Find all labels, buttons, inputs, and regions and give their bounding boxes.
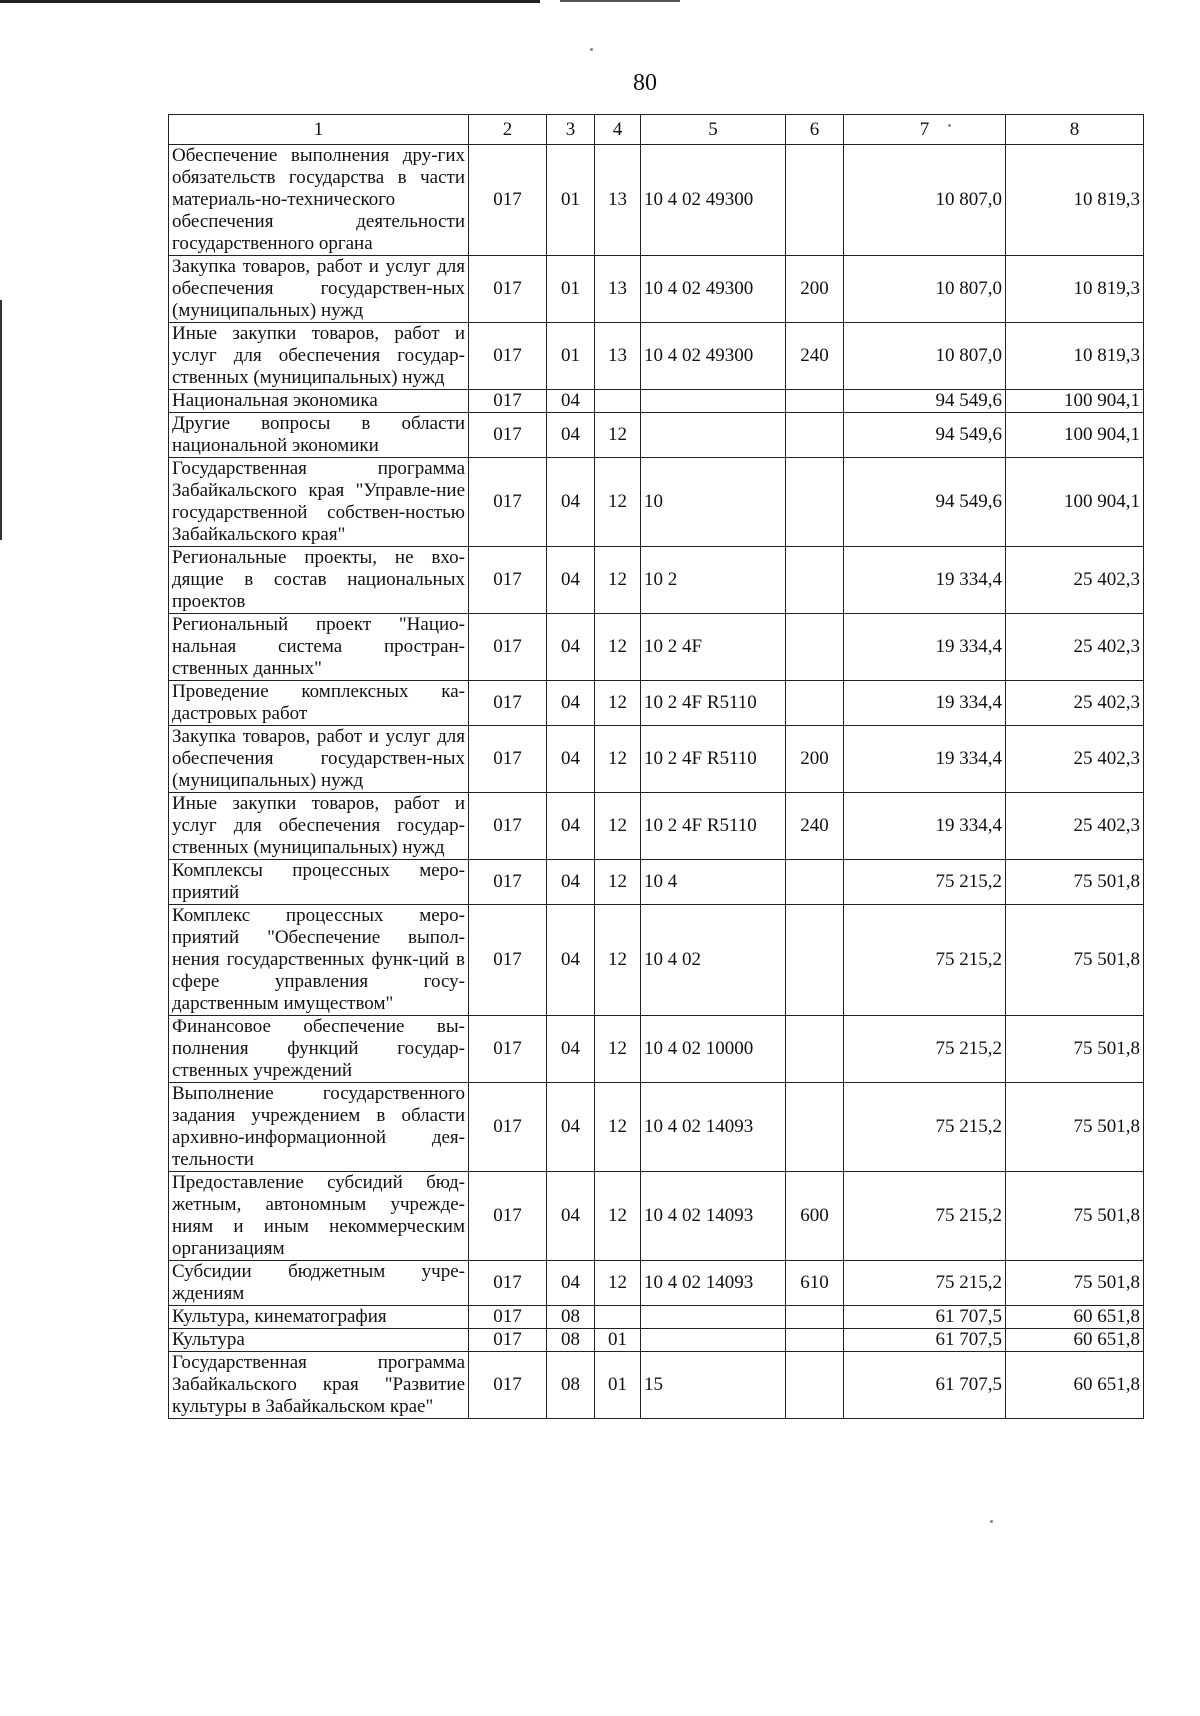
target-article-cell: 10 2 4F <box>641 614 786 681</box>
expense-type-cell: 240 <box>786 323 844 390</box>
section-cell: 04 <box>547 1261 595 1306</box>
subsection-cell <box>595 390 641 413</box>
admin-code-cell: 017 <box>469 860 547 905</box>
admin-code-cell: 017 <box>469 1329 547 1352</box>
amount-year1-cell: 75 215,2 <box>844 1261 1006 1306</box>
table-row <box>169 614 1144 681</box>
subsection-cell: 13 <box>595 145 641 256</box>
target-article-cell <box>641 413 786 458</box>
item-name-cell: Иные закупки товаров, работ и услуг для обеспечения государ-ственных (муниципальных) нужд <box>169 793 469 860</box>
table-row <box>169 1329 1144 1352</box>
section-cell: 04 <box>547 390 595 413</box>
item-name-cell: Субсидии бюджетным учре-ждениям <box>169 1261 469 1306</box>
expense-type-cell: 200 <box>786 256 844 323</box>
section-cell: 04 <box>547 793 595 860</box>
item-name-cell: Другие вопросы в области национальной экономики <box>169 413 469 458</box>
table-row <box>169 323 1144 390</box>
expense-type-cell <box>786 1016 844 1083</box>
amount-year1-cell: 10 807,0 <box>844 145 1006 256</box>
expense-type-cell: 200 <box>786 726 844 793</box>
section-cell: 08 <box>547 1306 595 1329</box>
expense-type-cell <box>786 681 844 726</box>
admin-code-cell: 017 <box>469 1352 547 1419</box>
amount-year1-cell: 19 334,4 <box>844 793 1006 860</box>
amount-year2-cell: 100 904,1 <box>1006 458 1144 547</box>
admin-code-cell: 017 <box>469 1306 547 1329</box>
subsection-cell: 12 <box>595 1261 641 1306</box>
item-name-cell: Проведение комплексных ка-дастровых работ <box>169 681 469 726</box>
admin-code-cell: 017 <box>469 1261 547 1306</box>
target-article-cell: 10 <box>641 458 786 547</box>
amount-year2-cell: 100 904,1 <box>1006 390 1144 413</box>
subsection-cell: 12 <box>595 793 641 860</box>
item-name-cell: Закупка товаров, работ и услуг для обеспечения государствен-ных (муниципальных) нужд <box>169 726 469 793</box>
table-row <box>169 458 1144 547</box>
amount-year2-cell: 75 501,8 <box>1006 1016 1144 1083</box>
expense-type-cell <box>786 614 844 681</box>
amount-year1-cell: 75 215,2 <box>844 905 1006 1016</box>
expense-type-cell <box>786 1306 844 1329</box>
expense-type-cell <box>786 860 844 905</box>
amount-year2-cell: 25 402,3 <box>1006 547 1144 614</box>
header-cell: 6 <box>786 115 844 145</box>
admin-code-cell: 017 <box>469 614 547 681</box>
amount-year2-cell: 10 819,3 <box>1006 145 1144 256</box>
amount-year1-cell: 61 707,5 <box>844 1329 1006 1352</box>
amount-year2-cell: 75 501,8 <box>1006 905 1144 1016</box>
expense-type-cell: 600 <box>786 1172 844 1261</box>
item-name-cell: Комплексы процессных меро-приятий <box>169 860 469 905</box>
table-row <box>169 860 1144 905</box>
target-article-cell: 10 4 02 <box>641 905 786 1016</box>
expense-type-cell <box>786 1083 844 1172</box>
amount-year2-cell: 100 904,1 <box>1006 413 1144 458</box>
table-body <box>169 115 1144 1419</box>
amount-year1-cell: 19 334,4 <box>844 547 1006 614</box>
admin-code-cell: 017 <box>469 256 547 323</box>
item-name-cell: Государственная программа Забайкальского края "Развитие культуры в Забайкальском крае" <box>169 1352 469 1419</box>
table-row <box>169 1306 1144 1329</box>
item-name-cell: Региональные проекты, не вхо-дящие в состав национальных проектов <box>169 547 469 614</box>
amount-year1-cell: 19 334,4 <box>844 614 1006 681</box>
table-header-row <box>169 115 1144 145</box>
subsection-cell: 01 <box>595 1329 641 1352</box>
target-article-cell <box>641 390 786 413</box>
section-cell: 08 <box>547 1329 595 1352</box>
subsection-cell: 12 <box>595 614 641 681</box>
table-row <box>169 1172 1144 1261</box>
amount-year2-cell: 60 651,8 <box>1006 1306 1144 1329</box>
section-cell: 01 <box>547 323 595 390</box>
expense-type-cell <box>786 458 844 547</box>
item-name-cell: Национальная экономика <box>169 390 469 413</box>
item-name-cell: Финансовое обеспечение вы-полнения функций государ-ственных учреждений <box>169 1016 469 1083</box>
target-article-cell <box>641 1306 786 1329</box>
amount-year1-cell: 61 707,5 <box>844 1352 1006 1419</box>
target-article-cell: 10 2 4F R5110 <box>641 726 786 793</box>
scan-edge-line <box>0 0 540 3</box>
target-article-cell: 10 4 <box>641 860 786 905</box>
expense-type-cell: 610 <box>786 1261 844 1306</box>
scan-edge-mark <box>0 300 2 540</box>
item-name-cell: Выполнение государственного задания учреждением в области архивно-информационной дея-тельности <box>169 1083 469 1172</box>
expense-type-cell: 240 <box>786 793 844 860</box>
admin-code-cell: 017 <box>469 547 547 614</box>
amount-year1-cell: 19 334,4 <box>844 726 1006 793</box>
subsection-cell: 12 <box>595 1172 641 1261</box>
admin-code-cell: 017 <box>469 726 547 793</box>
item-name-cell: Обеспечение выполнения дру-гих обязательств государства в части материаль-но-технического обеспечения деятельности государственного органа <box>169 145 469 256</box>
table-row <box>169 145 1144 256</box>
header-cell: 8 <box>1006 115 1144 145</box>
expense-type-cell <box>786 390 844 413</box>
target-article-cell: 10 4 02 49300 <box>641 145 786 256</box>
item-name-cell: Культура, кинематография <box>169 1306 469 1329</box>
amount-year2-cell: 25 402,3 <box>1006 793 1144 860</box>
header-cell: 7 <box>844 115 1006 145</box>
admin-code-cell: 017 <box>469 323 547 390</box>
table-row <box>169 413 1144 458</box>
amount-year1-cell: 94 549,6 <box>844 390 1006 413</box>
amount-year1-cell: 75 215,2 <box>844 860 1006 905</box>
section-cell: 04 <box>547 726 595 793</box>
target-article-cell: 10 4 02 14093 <box>641 1083 786 1172</box>
subsection-cell: 12 <box>595 1083 641 1172</box>
section-cell: 04 <box>547 458 595 547</box>
header-cell: 2 <box>469 115 547 145</box>
item-name-cell: Государственная программа Забайкальского края "Управле-ние государственной собствен-ностью Забайкальского края" <box>169 458 469 547</box>
header-cell: 3 <box>547 115 595 145</box>
subsection-cell: 13 <box>595 256 641 323</box>
admin-code-cell: 017 <box>469 905 547 1016</box>
scan-edge-line <box>560 0 680 2</box>
section-cell: 04 <box>547 860 595 905</box>
item-name-cell: Региональный проект "Нацио-нальная система простран-ственных данных" <box>169 614 469 681</box>
section-cell: 01 <box>547 256 595 323</box>
section-cell: 04 <box>547 905 595 1016</box>
subsection-cell: 12 <box>595 681 641 726</box>
admin-code-cell: 017 <box>469 458 547 547</box>
scan-speck <box>590 48 593 51</box>
amount-year1-cell: 94 549,6 <box>844 458 1006 547</box>
amount-year1-cell: 61 707,5 <box>844 1306 1006 1329</box>
target-article-cell <box>641 1329 786 1352</box>
expense-type-cell <box>786 1329 844 1352</box>
amount-year2-cell: 10 819,3 <box>1006 323 1144 390</box>
table-row <box>169 390 1144 413</box>
amount-year1-cell: 75 215,2 <box>844 1172 1006 1261</box>
amount-year1-cell: 19 334,4 <box>844 681 1006 726</box>
section-cell: 04 <box>547 1083 595 1172</box>
amount-year2-cell: 60 651,8 <box>1006 1329 1144 1352</box>
scan-speck <box>990 1520 993 1523</box>
target-article-cell: 10 4 02 10000 <box>641 1016 786 1083</box>
amount-year2-cell: 60 651,8 <box>1006 1352 1144 1419</box>
table-row <box>169 726 1144 793</box>
target-article-cell: 10 2 <box>641 547 786 614</box>
subsection-cell: 12 <box>595 905 641 1016</box>
section-cell: 08 <box>547 1352 595 1419</box>
section-cell: 04 <box>547 413 595 458</box>
subsection-cell: 12 <box>595 860 641 905</box>
target-article-cell: 10 4 02 49300 <box>641 323 786 390</box>
subsection-cell: 12 <box>595 547 641 614</box>
section-cell: 01 <box>547 145 595 256</box>
item-name-cell: Закупка товаров, работ и услуг для обеспечения государствен-ных (муниципальных) нужд <box>169 256 469 323</box>
table-row <box>169 1261 1144 1306</box>
admin-code-cell: 017 <box>469 1172 547 1261</box>
section-cell: 04 <box>547 681 595 726</box>
amount-year1-cell: 94 549,6 <box>844 413 1006 458</box>
amount-year1-cell: 10 807,0 <box>844 323 1006 390</box>
expense-type-cell <box>786 145 844 256</box>
expense-type-cell <box>786 905 844 1016</box>
table-row <box>169 793 1144 860</box>
target-article-cell: 15 <box>641 1352 786 1419</box>
amount-year2-cell: 75 501,8 <box>1006 1172 1144 1261</box>
table-row <box>169 1352 1144 1419</box>
admin-code-cell: 017 <box>469 413 547 458</box>
target-article-cell: 10 2 4F R5110 <box>641 681 786 726</box>
table-row <box>169 1016 1144 1083</box>
subsection-cell: 12 <box>595 458 641 547</box>
item-name-cell: Культура <box>169 1329 469 1352</box>
amount-year2-cell: 75 501,8 <box>1006 1261 1144 1306</box>
admin-code-cell: 017 <box>469 145 547 256</box>
budget-table <box>168 114 1144 1419</box>
page-number: 80 <box>633 70 657 96</box>
subsection-cell: 01 <box>595 1352 641 1419</box>
amount-year2-cell: 25 402,3 <box>1006 614 1144 681</box>
amount-year1-cell: 10 807,0 <box>844 256 1006 323</box>
admin-code-cell: 017 <box>469 681 547 726</box>
section-cell: 04 <box>547 1172 595 1261</box>
target-article-cell: 10 4 02 14093 <box>641 1172 786 1261</box>
subsection-cell: 13 <box>595 323 641 390</box>
table-row <box>169 547 1144 614</box>
amount-year2-cell: 75 501,8 <box>1006 1083 1144 1172</box>
section-cell: 04 <box>547 614 595 681</box>
target-article-cell: 10 2 4F R5110 <box>641 793 786 860</box>
section-cell: 04 <box>547 547 595 614</box>
item-name-cell: Комплекс процессных меро-приятий "Обеспечение выпол-нения государственных функ-ций в сфере управления госу-дарственным имуществом" <box>169 905 469 1016</box>
amount-year2-cell: 25 402,3 <box>1006 681 1144 726</box>
amount-year1-cell: 75 215,2 <box>844 1083 1006 1172</box>
item-name-cell: Предоставление субсидий бюд-жетным, автономным учрежде-ниям и иным некоммерческим организациям <box>169 1172 469 1261</box>
subsection-cell: 12 <box>595 1016 641 1083</box>
amount-year2-cell: 10 819,3 <box>1006 256 1144 323</box>
item-name-cell: Иные закупки товаров, работ и услуг для обеспечения государ-ственных (муниципальных) нужд <box>169 323 469 390</box>
table-row <box>169 681 1144 726</box>
table-row <box>169 256 1144 323</box>
amount-year2-cell: 25 402,3 <box>1006 726 1144 793</box>
section-cell: 04 <box>547 1016 595 1083</box>
amount-year1-cell: 75 215,2 <box>844 1016 1006 1083</box>
admin-code-cell: 017 <box>469 1016 547 1083</box>
admin-code-cell: 017 <box>469 793 547 860</box>
header-cell: 5 <box>641 115 786 145</box>
expense-type-cell <box>786 413 844 458</box>
amount-year2-cell: 75 501,8 <box>1006 860 1144 905</box>
admin-code-cell: 017 <box>469 390 547 413</box>
expense-type-cell <box>786 547 844 614</box>
header-cell: 1 <box>169 115 469 145</box>
table-row <box>169 905 1144 1016</box>
table-row <box>169 1083 1144 1172</box>
target-article-cell: 10 4 02 49300 <box>641 256 786 323</box>
admin-code-cell: 017 <box>469 1083 547 1172</box>
subsection-cell: 12 <box>595 726 641 793</box>
expense-type-cell <box>786 1352 844 1419</box>
target-article-cell: 10 4 02 14093 <box>641 1261 786 1306</box>
subsection-cell <box>595 1306 641 1329</box>
header-cell: 4 <box>595 115 641 145</box>
subsection-cell: 12 <box>595 413 641 458</box>
